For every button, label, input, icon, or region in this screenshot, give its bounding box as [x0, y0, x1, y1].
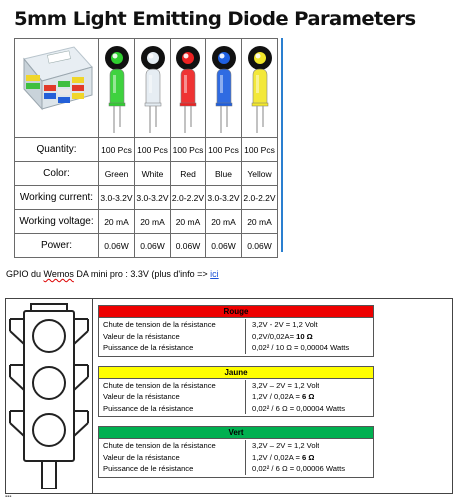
led-cell-yellow [242, 39, 278, 138]
row-label: Quantity: [15, 138, 99, 162]
cell-value: 20 mA [135, 210, 171, 234]
cell-value: 100 Pcs [242, 138, 278, 162]
led-table-row [15, 210, 278, 234]
resistor-table-header: Rouge [99, 306, 373, 318]
resistor-row-value: 1,2V / 0,02A = 6 Ω [252, 452, 315, 462]
led-box-image-cell [15, 39, 99, 138]
cell-value: White [135, 162, 171, 186]
led-blue-image [209, 45, 239, 133]
cell-value: 0.06W [99, 234, 135, 258]
resistor-row [99, 463, 373, 475]
resistor-table-jaune [98, 366, 374, 418]
traffic-light-cell [6, 299, 93, 493]
resistor-row-value: 3,2V – 2V = 1,2 Volt [252, 380, 320, 390]
row-label: Power: [15, 234, 99, 258]
led-image-row [15, 39, 278, 138]
cell-value: 0.06W [242, 234, 278, 258]
row-label: Working current: [15, 186, 99, 210]
led-cell-red [171, 39, 206, 138]
resistor-row [99, 319, 373, 331]
resistor-row-label: Valeur de la résistance [99, 331, 246, 343]
led-green-image [102, 45, 132, 133]
cell-value: 0.06W [206, 234, 242, 258]
resistor-table-body [99, 379, 373, 417]
resistor-table-rouge [98, 305, 374, 357]
cell-value: 2.0-2.2V [242, 186, 278, 210]
cell-value: 20 mA [242, 210, 278, 234]
led-cell-white [135, 39, 171, 138]
resistor-row-value: 3,2V – 2V = 1,2 Volt [252, 441, 320, 450]
info-link[interactable]: ici [210, 269, 219, 279]
led-table-row [15, 138, 278, 162]
cell-value: 20 mA [99, 210, 135, 234]
resistor-row-label: Valeur de la résistance [99, 452, 246, 464]
led-table-row [15, 162, 278, 186]
resistor-row [99, 342, 373, 354]
led-table [14, 38, 278, 258]
page-title: 5mm Light Emitting Diode Parameters [14, 8, 416, 30]
cell-value: 0.06W [135, 234, 171, 258]
cell-value: 2.0-2.2V [171, 186, 206, 210]
resistor-row [99, 331, 373, 343]
led-red-image [173, 45, 203, 133]
cell-value: Blue [206, 162, 242, 186]
row-label: Working voltage: [15, 210, 99, 234]
resistor-calculations [98, 305, 374, 487]
resistor-row [99, 403, 373, 415]
cell-value: 0.06W [171, 234, 206, 258]
resistor-row-label: Valeur de la résistance [99, 391, 246, 403]
resistor-row [99, 380, 373, 392]
resistor-row-value: 3,2V - 2V = 1,2 Volt [252, 320, 318, 329]
resistor-row-value: 0,02² / 6 Ω = 0,00004 Watts [252, 403, 345, 413]
gpio-middle: DA mini pro : 3.3V (plus d'info => [73, 269, 211, 279]
gpio-note [6, 269, 219, 279]
ellipsis-marker: ▪▪▪ [5, 494, 12, 500]
cell-value: 3.0-3.2V [206, 186, 242, 210]
gpio-prefix: GPIO du [6, 269, 44, 279]
cell-value: 100 Pcs [171, 138, 206, 162]
cell-value: Green [99, 162, 135, 186]
cell-value: 100 Pcs [206, 138, 242, 162]
led-white-image [138, 45, 168, 133]
gpio-board-name: Wemos [43, 269, 74, 279]
resistor-row [99, 391, 373, 403]
cell-value: Red [171, 162, 206, 186]
cell-value: 3.0-3.2V [135, 186, 171, 210]
led-cell-green [99, 39, 135, 138]
resistor-row-label: Chute de tension de la résistance [99, 319, 246, 331]
resistor-row-value: 1,2V / 0,02A = 6 Ω [252, 392, 315, 401]
traffic-light-icon [6, 299, 92, 489]
led-parameter-table [14, 38, 283, 252]
resistor-table-header: Jaune [99, 367, 373, 379]
resistor-table-body [99, 439, 373, 477]
resistor-row-value: 0,2V/0,02A= 10 Ω [252, 331, 313, 341]
resistor-row-label: Chute de tension de la résistance [99, 440, 246, 452]
resistor-row-label: Chute de tension de la résistance [99, 380, 246, 392]
led-table-row [15, 234, 278, 258]
traffic-light-table [5, 298, 453, 494]
resistor-table-vert [98, 426, 374, 478]
led-table-row [15, 186, 278, 210]
resistor-row-value: 0,02² / 10 Ω = 0,00004 Watts [252, 343, 350, 352]
resistor-row [99, 440, 373, 452]
resistor-row-label: Puissance de la résistance [99, 403, 246, 415]
led-cell-blue [206, 39, 242, 138]
cell-value: 20 mA [171, 210, 206, 234]
cell-value: 20 mA [206, 210, 242, 234]
led-yellow-image [245, 45, 275, 133]
resistor-row-value: 0,02² / 6 Ω = 0,00006 Watts [252, 464, 345, 473]
cell-value: 100 Pcs [135, 138, 171, 162]
resistor-row-label: Puissance de le résistance [99, 463, 246, 475]
resistor-row [99, 452, 373, 464]
cell-value: 100 Pcs [99, 138, 135, 162]
cell-value: 3.0-3.2V [99, 186, 135, 210]
led-assortment-box-image [18, 45, 96, 115]
resistor-table-header: Vert [99, 427, 373, 439]
row-label: Color: [15, 162, 99, 186]
cell-value: Yellow [242, 162, 278, 186]
resistor-table-body [99, 318, 373, 356]
resistor-row-label: Puissance de la résistance [99, 342, 246, 354]
